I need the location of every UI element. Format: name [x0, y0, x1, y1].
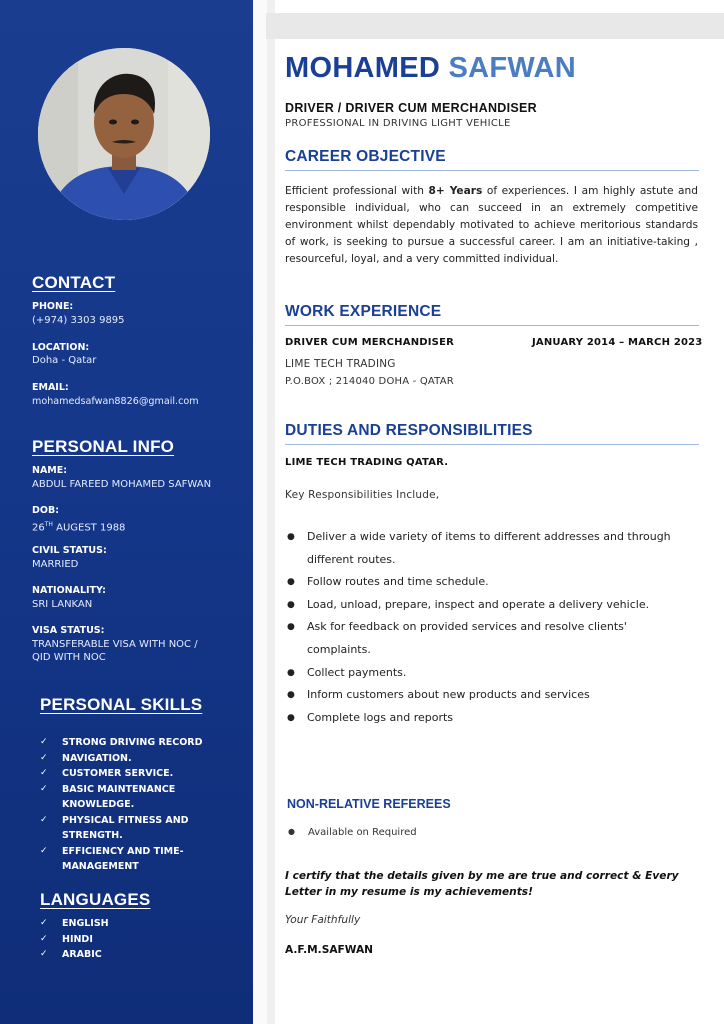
work-experience-heading: WORK EXPERIENCE	[285, 303, 699, 326]
location-label: LOCATION:	[32, 342, 90, 353]
languages-list	[40, 916, 210, 963]
language-item: ✓ ARABIC	[40, 947, 210, 963]
job-title: DRIVER / DRIVER CUM MERCHANDISER	[285, 101, 537, 115]
languages-heading: LANGUAGES	[40, 890, 151, 909]
duty-item: ● Inform customers about new products and services	[287, 684, 699, 707]
first-name: MOHAMED	[285, 52, 441, 84]
top-grey-band	[266, 13, 724, 39]
language-item: ✓ HINDI	[40, 932, 210, 948]
skill-item: ✓ EFFICIENCY AND TIME-MANAGEMENT	[40, 845, 184, 872]
skills-list	[40, 735, 210, 875]
skills-heading: PERSONAL SKILLS	[40, 695, 203, 714]
check-icon: ✓	[40, 949, 48, 959]
dob-day: 26	[32, 522, 45, 534]
career-text-before: Efficient professional with	[285, 185, 429, 197]
bullet-icon: ●	[287, 532, 295, 542]
duties-intro: Key Responsibilities Include,	[285, 489, 440, 501]
dob-value	[32, 518, 125, 534]
check-icon: ✓	[40, 918, 48, 928]
check-icon: ✓	[40, 814, 48, 825]
work-company: LIME TECH TRADING	[285, 358, 396, 370]
sidebar	[0, 0, 253, 1024]
bullet-icon: ●	[287, 712, 295, 723]
career-text-after: of experiences. I am highly astute and responsible individual, who can succeed in an extremely competitive environment whilst dependably motivated to achieve meritorious standards of work, is seeking to pursue a successful career. I am an initiative-taking , resourceful, loyal, and a very committed individual.	[285, 185, 698, 265]
phone-value: (+974) 3303 9895	[32, 315, 125, 326]
skill-item: ✓ CUSTOMER SERVICE.	[40, 766, 210, 782]
duty-item: ● Deliver a wide variety of items to different addresses and through	[287, 526, 699, 549]
career-text-bold: 8+ Years	[428, 185, 483, 197]
bullet-icon: ●	[288, 827, 295, 836]
closing-salutation: Your Faithfully	[285, 914, 361, 926]
email-value[interactable]: mohamedsafwan8826@gmail.com	[32, 396, 199, 407]
nationality-label: NATIONALITY:	[32, 585, 106, 596]
bullet-icon: ●	[287, 690, 295, 701]
language-item: ✓ ENGLISH	[40, 916, 210, 932]
dob-suffix: TH	[44, 521, 53, 528]
bullet-icon: ●	[287, 667, 295, 678]
duty-item: ● Ask for feedback on provided services and resolve clients'	[287, 616, 699, 639]
duties-list	[287, 526, 699, 729]
skill-item: ✓ BASIC MAINTENANCE KNOWLEDGE.	[40, 783, 176, 810]
name-value: ABDUL FAREED MOHAMED SAFWAN	[32, 479, 212, 490]
duties-heading: DUTIES AND RESPONSIBILITIES	[285, 422, 699, 445]
career-objective-text	[285, 183, 698, 268]
dob-rest: AUGEST 1988	[56, 522, 126, 534]
work-role: DRIVER CUM MERCHANDISER	[285, 337, 455, 348]
work-dates: JANUARY 2014 – MARCH 2023	[532, 337, 703, 348]
duty-item: ● Follow routes and time schedule.	[287, 571, 699, 594]
email-label: EMAIL:	[32, 382, 69, 393]
check-icon: ✓	[40, 768, 48, 778]
visa-status-line2: QID WITH NOC	[32, 652, 106, 663]
decor-stripe-inner	[253, 0, 267, 1024]
bullet-icon: ●	[287, 599, 295, 610]
referees-item: ● Available on Required	[288, 827, 417, 838]
duty-item: ● Load, unload, prepare, inspect and operate a delivery vehicle.	[287, 594, 699, 617]
skill-item: ✓ NAVIGATION.	[40, 751, 210, 767]
check-icon: ✓	[40, 783, 48, 794]
civil-status-label: CIVIL STATUS:	[32, 545, 107, 556]
work-address: P.O.BOX ; 214040 DOHA - QATAR	[285, 376, 454, 387]
civil-status-value: MARRIED	[32, 559, 79, 570]
profile-photo	[38, 48, 210, 220]
last-name: SAFWAN	[448, 52, 576, 84]
career-objective-heading: CAREER OBJECTIVE	[285, 148, 699, 171]
check-icon: ✓	[40, 737, 48, 747]
location-value: Doha - Qatar	[32, 355, 97, 366]
phone-label: PHONE:	[32, 301, 74, 312]
check-icon: ✓	[40, 933, 48, 944]
skill-item: ✓ PHYSICAL FITNESS AND STRENGTH.	[40, 814, 189, 841]
dob-label: DOB:	[32, 505, 60, 516]
signature-name: A.F.M.SAFWAN	[285, 944, 374, 956]
full-name	[285, 52, 576, 85]
contact-heading: CONTACT	[32, 273, 116, 292]
personal-info-heading: PERSONAL INFO	[32, 437, 175, 456]
nationality-value: SRI LANKAN	[32, 599, 93, 610]
bullet-icon: ●	[287, 577, 295, 588]
certification-statement: I certify that the details given by me are true and correct & Every Letter in my resume is my achievements!	[285, 870, 679, 898]
referees-heading: NON-RELATIVE REFEREES	[287, 797, 451, 811]
duty-item: ● Complete logs and reports	[287, 707, 699, 730]
job-subtitle: PROFESSIONAL IN DRIVING LIGHT VEHICLE	[285, 118, 511, 129]
check-icon: ✓	[40, 752, 48, 763]
duty-item-continued: different routes.	[307, 552, 396, 566]
visa-status-label: VISA STATUS:	[32, 625, 105, 636]
skill-item: ✓ STRONG DRIVING RECORD	[40, 735, 210, 751]
check-icon: ✓	[40, 845, 48, 856]
name-label: NAME:	[32, 465, 68, 476]
bullet-icon: ●	[287, 622, 295, 633]
duties-company: LIME TECH TRADING QATAR.	[285, 457, 449, 468]
visa-status-line1: TRANSFERABLE VISA WITH NOC /	[32, 639, 198, 650]
duty-item: ● Collect payments.	[287, 662, 699, 685]
duty-item-continued: complaints.	[307, 642, 371, 656]
